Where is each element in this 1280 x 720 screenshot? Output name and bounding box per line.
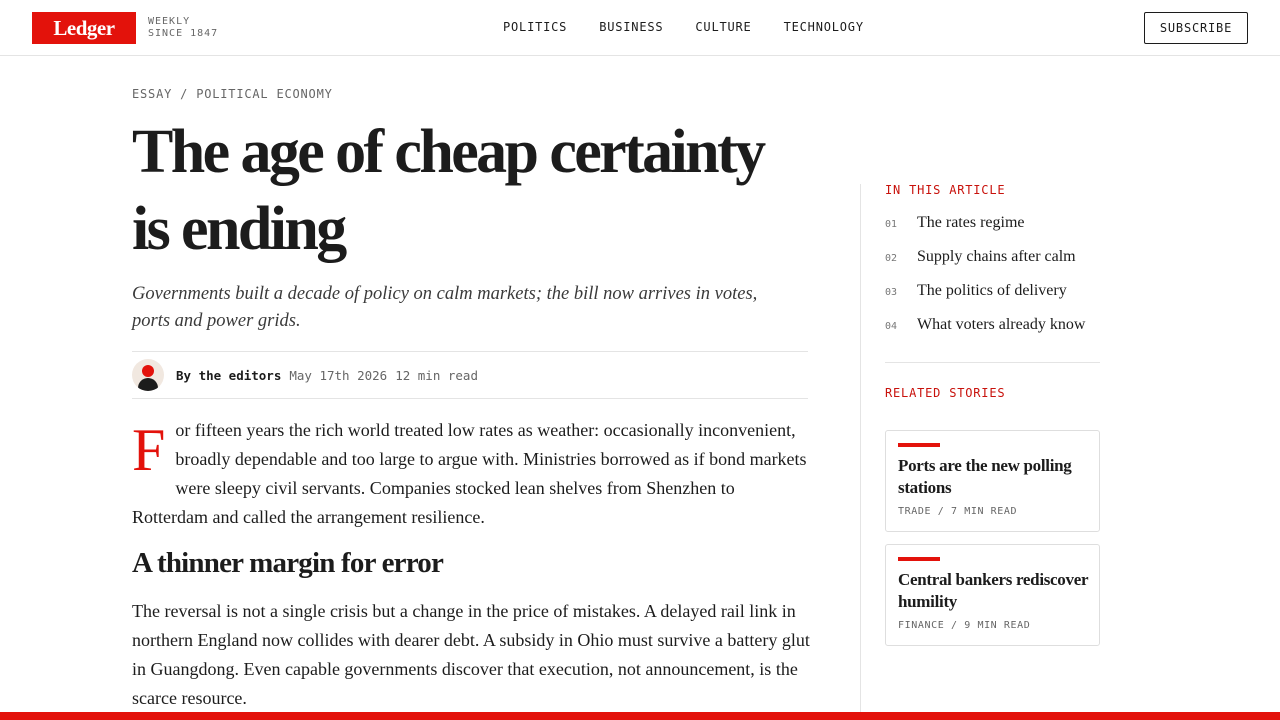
site-header: [0, 0, 1280, 56]
article-dek: Governments built a decade of policy on calm markets; the bill now arrives in votes, ports and power grids.: [132, 284, 758, 331]
nav-business[interactable]: BUSINESS: [599, 20, 664, 34]
nav-culture[interactable]: CULTURE: [695, 20, 752, 34]
drop-cap: F: [132, 417, 166, 483]
toc-item[interactable]: [885, 316, 1100, 350]
nav-politics[interactable]: POLITICS: [503, 20, 568, 34]
article-kicker[interactable]: ESSAY / POLITICAL ECONOMY: [132, 87, 333, 101]
table-of-contents: [885, 214, 1100, 350]
toc-item[interactable]: [885, 282, 1100, 316]
article-paragraph-2: The reversal is not a single crisis but a change in the price of mistakes. A delayed rail link in northern England now collides with dearer debt. A subsidy in Ohio must survive a battery glut in Guangdong. Even capable governments discover that execution, not announcement, is the scarce resource.: [132, 601, 810, 708]
toc-item-number: 04: [885, 321, 898, 332]
headline-line-2: is ending: [132, 195, 345, 263]
byline-read-time: 12 min read: [395, 367, 478, 383]
related-story-card[interactable]: [885, 430, 1100, 532]
toc-item-number: 01: [885, 219, 898, 230]
related-story-title[interactable]: Central bankers rediscover humility: [898, 570, 1088, 611]
byline: [132, 351, 808, 399]
card-accent-bar: [898, 443, 940, 447]
article-paragraph-1: [132, 416, 810, 532]
related-story-meta: TRADE / 7 MIN READ: [898, 506, 1018, 517]
site-logo[interactable]: Ledger: [32, 12, 136, 44]
nav-technology[interactable]: TECHNOLOGY: [783, 20, 864, 34]
primary-nav: [503, 20, 864, 34]
related-label: RELATED STORIES: [885, 386, 1006, 400]
toc-item-title[interactable]: Supply chains after calm: [917, 248, 1076, 265]
byline-date: May 17th 2026: [289, 367, 388, 383]
subscribe-button[interactable]: SUBSCRIBE: [1144, 12, 1248, 44]
tagline-frequency: WEEKLY: [148, 16, 191, 27]
toc-item-number: 03: [885, 287, 898, 298]
toc-item-title[interactable]: The politics of delivery: [917, 282, 1067, 299]
related-story-card[interactable]: [885, 544, 1100, 646]
author-avatar: [132, 359, 164, 391]
related-story-title[interactable]: Ports are the new polling stations: [898, 456, 1072, 497]
byline-author[interactable]: By the editors: [176, 367, 282, 383]
article-subhead: A thinner margin for error: [132, 547, 444, 579]
toc-item-title[interactable]: The rates regime: [917, 214, 1025, 231]
sidebar-rule: [885, 362, 1100, 363]
headline-line-1: The age of cheap certainty: [132, 118, 764, 186]
tagline-founded: SINCE 1847: [148, 28, 219, 39]
toc-item[interactable]: [885, 214, 1100, 248]
bottom-accent-band: [0, 712, 1280, 720]
related-story-meta: FINANCE / 9 MIN READ: [898, 620, 1031, 631]
site-tagline: [148, 16, 218, 40]
paragraph-1-text: or fifteen years the rich world treated low rates as weather: occasionally inconvenient, broadly dependable and too large to argue with. Ministries borrowed as if bond markets were sleepy civil servants. Companies stocked lean shelves from Shenzhen to Rotterdam and called the arrangement resilience.: [132, 420, 807, 527]
toc-item-title[interactable]: What voters already know: [917, 316, 1086, 333]
sidebar-divider: [860, 184, 861, 720]
article-headline: [132, 114, 812, 268]
card-accent-bar: [898, 557, 940, 561]
toc-item-number: 02: [885, 253, 898, 264]
avatar-head-shape: [142, 365, 154, 377]
toc-item[interactable]: [885, 248, 1100, 282]
toc-label: IN THIS ARTICLE: [885, 183, 1006, 197]
avatar-body-shape: [138, 378, 158, 391]
